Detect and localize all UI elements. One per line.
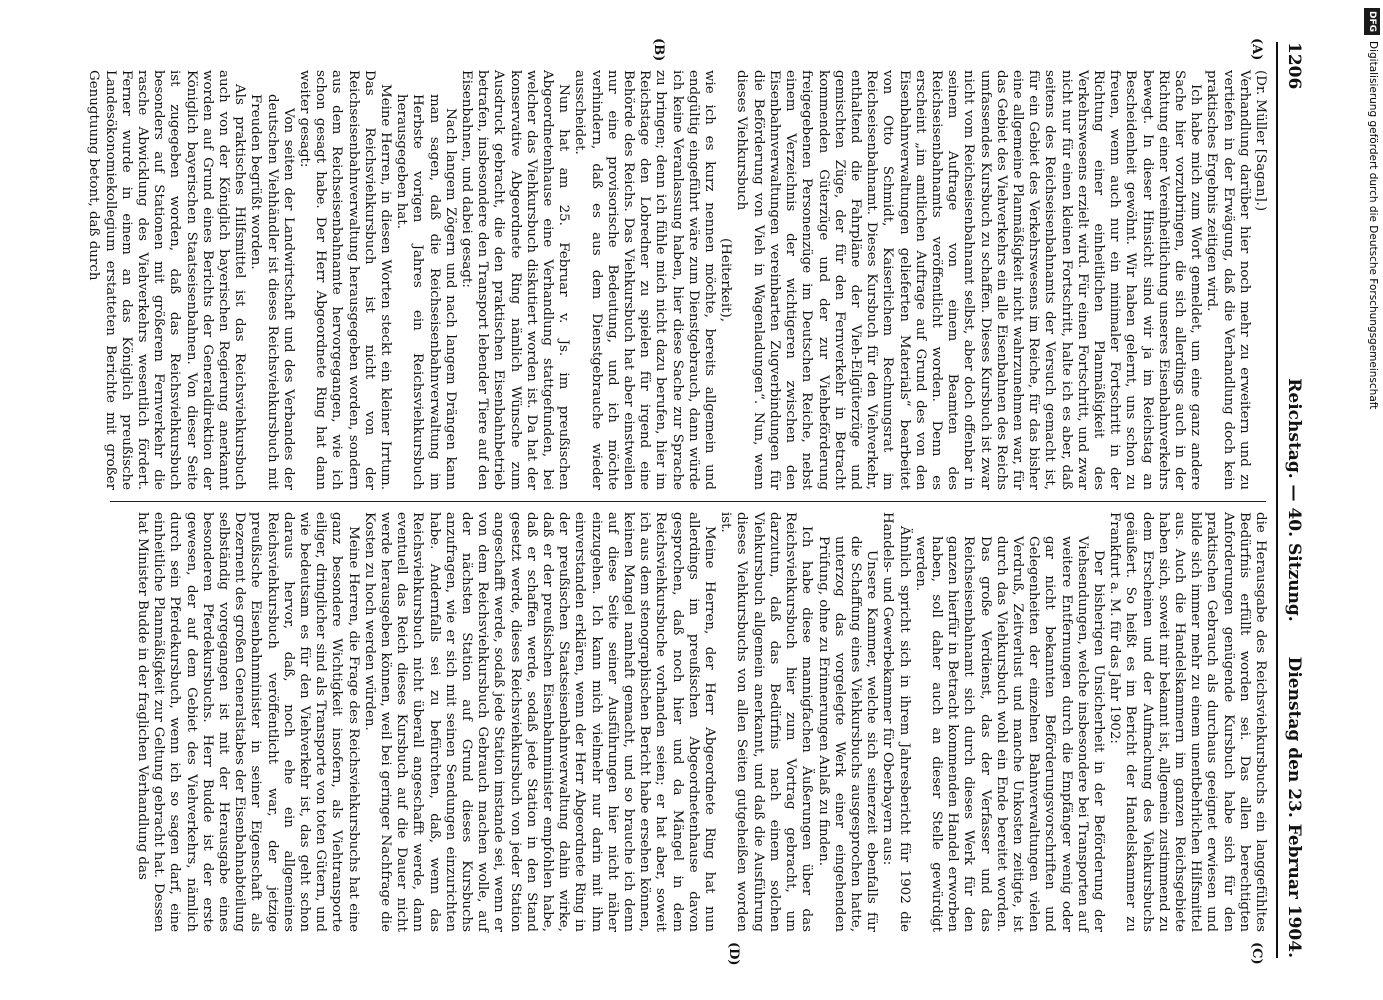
paragraph: die Herausgabe des Reichsviehkursbuchs ein langgefühltes Bedürfnis erfüllt worden sei. Das allen berechtigten Anforderungen genügende Kursbuch habe sich für den praktischen Gebrauch als durchaus geeignet erwiesen und bilde sich immer mehr zu einem unentbehrlichen Hilfsmittel aus. Auch die Handelskammern im ganzen Reichsgebiete haben sich, soweit mir bekannt ist, allgemein zustimmend zu dem Erscheinen und der Aufmachung des Viehkursbuchs geäußert. So heißt es im Bericht der Handelskammer zu Frankfurt a. M. für das Jahr 1902: [1107,512,1268,937]
page-header [1278,42,1308,958]
left-column [86,70,1268,495]
paragraph: wie ich es kurz nennen möchte, bereits allgemein und endgültig eingeführt wäre zum Dienstgebrauch, dann würde ich keine Veranlassung haben, hier diese Sache zur Sprache zu bringen; denn ich fühle mich nicht dazu berufen, hier im Reichstage den Lobredner zu spielen für irgend eine Behörde des Reichs. Das Viehkursbuch hat aber einstweilen nur eine provisorische Bedeutung, und ich möchte verhindern, daß es aus dem Dienstgebrauche wieder ausscheidet. [572,70,718,495]
margin-marker-b: (B) [651,38,666,62]
interjection: (Heiterkeit), [718,238,734,322]
column-divider [110,501,1266,502]
header-rule [1276,42,1278,958]
quotation: Unsere Kammer, welche sich seinerzeit ebenfalls für die Schaffung eines Viehkursbuchs ausgesprochen hatte, unterzog das vorgelegte Werk einer eingehenden Prüfung, ohne zu Erinnerungen Anlaß zu finden. [815,536,880,937]
margin-marker-d: (D) [726,942,741,966]
margin-marker-c: (C) [1249,942,1264,965]
quotation: Von seiten der Landwirtschaft und des Verbandes der deutschen Viehhändler ist dieses Reichsviehkursbuch mit Freuden begrüßt worden. [248,94,296,495]
paragraph: Meine Herren, die Frage des Reichsviehkursbuchs hat eine ganz besondere Wichtigkeit insofern, als Viehtransporte eiliger, dringlicher sind als Transporte von toten Gütern, und wie bedeutsam es für den Viehverkehr ist, das geht schon daraus hervor, daß, noch ehe ein allgemeines Reichsviehkursbuch veröffentlicht war, der jetzige preußische Eisenbahnminister in seiner Eigenschaft als Dezernent des großen Generalstabes der Eisenbahnabteilung selbständig vorgegangen ist mit der Herausgabe eines besonderen Pferdekursbuchs. Herr Budde ist der erste gewesen, der auf dem Gebiet des Viehverkehrs, nämlich durch sein Pferdekursbuch, wenn ich so sagen darf, eine einheitliche Planmäßigkeit zur Geltung gebracht hat. Dessen hat Minister Budde in der fraglichen Verhandlung das [134,512,361,937]
quotation: Nach langem Zögern und nach langem Drängen kann man sagen, daß die Reichseisenbahnverwaltung im Herbste vorigen Jahres ein Reichsviehkursbuch herausgegeben hat. [394,94,458,495]
document-page [86,30,1326,970]
paragraph: Als praktisches Hilfsmittel ist das Reichsviehkursbuch auch von der Königlich bayerischen Regierung anerkannt worden auf Grund eines Berichts der Generaldirektion der Königlich bayerischen Staatseisenbahnen. Von dieser Seite ist zugegeben worden, daß das Reichsviehkursbuch besonders auf Stationen mit größerem Fernverkehr die rasche Abwicklung des Viehverkehrs wesentlich fördert. Ferner wurde in einem an das Königlich preußische Landesökonomiekollegium erstatteten Berichte mit großer Genugtuung betont, daß durch [86,70,248,495]
paragraph: Meine Herren, in diesen Worten steckt ein kleiner Irrtum. Das Reichsviehkursbuch ist nicht von der Reichseisenbahnverwaltung herausgegeben worden, sondern aus dem Reichseisenbahnamte hervorgegangen, wie ich schon gesagt habe. Der Herr Abgeordnete Ring hat dann weiter gesagt: [297,70,394,495]
speaker-label: (Dr. Müller [Sagan].) [1253,70,1268,212]
paragraph: Verhandlung darüber hier noch mehr zu erweitern und zu vertiefen in der Erwägung, daß die Verhandlung doch kein praktisches Ergebnis zeitigen wird. [1204,70,1252,495]
paragraph: Ich habe mich zum Wort gemeldet, um eine ganz andere Sache hier vorzubringen, die sich allerdings auch in der Richtung einer Vereinheitlichung unseres Eisenbahnverkehrs bewegt. In dieser Hinsicht sind wir ja im Reichstag an Bescheidenheit gewöhnt. Wir haben gelernt, uns schon zu freuen, wenn auch nur ein minimaler Fortschritt in der Richtung einer einheitlichen Planmäßigkeit des Verkehrswesens erzielt wird. Für einen Fortschritt, und zwar nicht nur für einen kleinen Fortschritt, halte ich es aber, daß seitens des Reichseisenbahnamts der Versuch gemacht ist, für ein Gebiet des Verkehrswesens im Reiche, für das bisher eine allgemeine Planmäßigkeit nicht wahrzunehmen war, für das Gebiet des Viehverkehrs ein alle Eisenbahnen des Reichs umfassendes Kursbuch zu schaffen. Dieses Kursbuch ist zwar nicht vom Reichseisenbahnamt selbst, aber doch offenbar in seinem Auftrage von einem Beamten des Reichseisenbahnamts veröffentlicht worden. Denn es erscheint „im amtlichen Auftrage auf Grund des von den Eisenbahnverwaltungen gelieferten Materials“ bearbeitet von Otto Schmidt, Kaiserlichem Rechnungsrat im Reichseisenbahnamt. Dieses Kursbuch für den Viehverkehr, enthaltend die Fahrpläne der Vieh-Eilgüterzüge und gemischten Züge, der für den Fernverkehr in Betracht kommenden Güterzüge und der zur Viehbeförderung freigegebenen Personenzüge im Deutschen Reiche, nebst einem Verzeichnis der wichtigeren zwischen den Eisenbahnverwaltungen vereinbarten Zugverbindungen für die Beförderung von Vieh in Wagenladungen“. Nun, wenn dieses Viehkursbuch [734,70,1204,495]
margin-marker-a: (A) [1249,38,1264,61]
dfg-logo: DFG [1364,8,1380,35]
right-column [106,512,1268,937]
page-title: Reichstag. — 40. Sitzung. [1284,378,1304,622]
paragraph: Ähnlich spricht sich in ihrem Jahresbericht für 1902 die Handels- und Gewerbekammer für Oberbayern aus: [880,512,912,937]
digitization-credit [1365,8,1381,988]
page-number: 1206 [1284,42,1304,90]
session-date: Dienstag den 23. Februar 1904. [1284,656,1304,958]
paragraph: Nun hat am 25. Februar v. Js. im preußischen Abgeordnetenhause eine Verhandlung stattgefunden, bei welcher das Viehkursbuch diskutiert worden ist. Da hat der konservative Abgeordnete Ring nämlich Wünsche zum Ausdruck gebracht, die den praktischen Eisenbahnbetrieb betrafen, insbesondere den Transport lebender Tiere auf den Eisenbahnen, und dabei gesagt: [459,70,572,495]
paragraph: Meine Herren, der Herr Abgeordnete Ring hat nun allerdings im preußischen Abgeordnetenhause davon gesprochen, daß noch hier und da Mängel in dem Reichsviehkursbuche vorhanden seien; er hat aber, soweit ich aus dem stenographischen Bericht habe ersehen können, keinen Mangel namhaft gemacht, und so brauche ich denn auf diese Seite seiner Ausführungen hier nicht näher einzugehen. Ich kann mich vielmehr nur darin mit ihm einverstanden erklären, wenn der Herr Abgeordnete Ring in der preußischen Staatseisenbahnverwaltung dahin wirke, daß er der preußischen Eisenbahnminister empfohlen habe, daß er schaffen werde, sodaß jede Station in den Stand gesetzt werde, dieses Reichsviehkursbuch von jeder Station angeschafft werde, sodaß jede Station imstande sei, wenn er von dem Reichsviehkursbuch Gebrauch machen wolle, auf der nächsten Station auf Grund dieses Kursbuchs anzufragen, wie er sich mit seinen Sendungen einzurichten habe. Andernfalls sei zu befürchten, daß, wenn das Reichsviehkursbuch nicht überall angeschafft werde, dann eventuell das Reich dieses Kursbuch auf die Dauer nicht werde herausgeben können, weil bei geringer Nachfrage die Kosten zu hoch werden würden. [361,512,718,937]
credit-text: Digitalisierung gefördert durch die Deutsche Forschungsgemeinschaft [1367,41,1379,410]
paragraph: Ich habe diese mannigfachen Äußerungen über das Reichsviehkursbuch hier zum Vortrag gebracht, um darzutun, daß das Bedürfnis nach einem solchen Viehkursbuch allgemein anerkannt, und daß die Ausführung dieses Viehkursbuchs von allen Seiten gutgeheißen worden ist. [718,512,815,937]
quotation: Der bisherigen Unsicherheit in der Beförderung der Viehsendungen, welche insbesondere bei Transporten auf weitere Entfernungen durch die Empfänger wenig oder gar nicht bekannten Beförderungsvorschriften und Gelegenheiten der einzelnen Bahnverwaltungen vielen Verdruß, Zeitverlust und manche Unkosten zeitigte, ist durch das Viehkursbuch wohl ein Ende bereitet worden. Das große Verdienst, das der Verfasser und das Reichseisenbahnamt sich durch dieses Werk für den ganzen hierfür in Betracht kommenden Handel erworben haben, soll daher auch an dieser Stelle gewürdigt werden. [912,536,1106,937]
